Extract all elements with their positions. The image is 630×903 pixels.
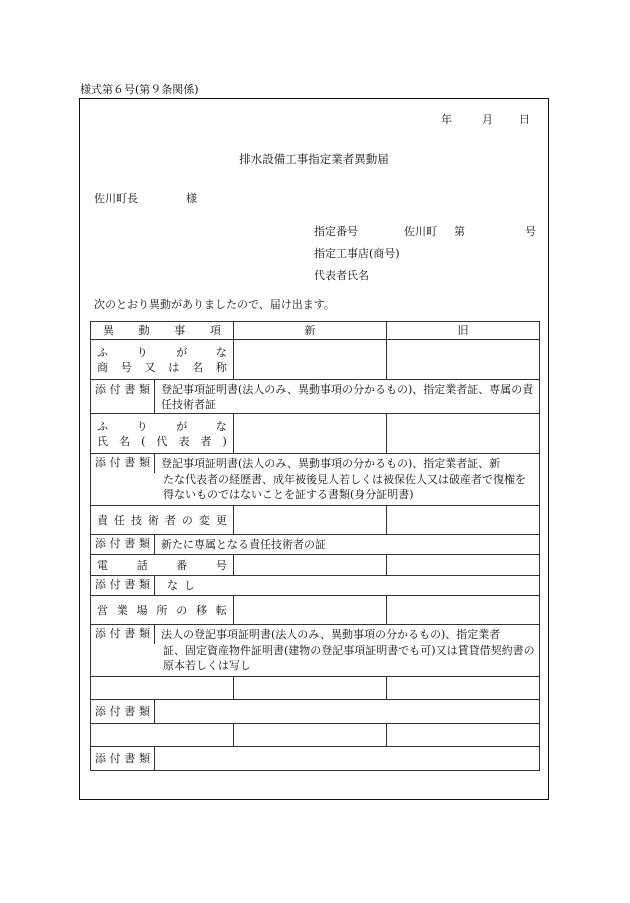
addressee-honorific: 様 bbox=[186, 192, 197, 205]
designation-town: 佐川町 bbox=[404, 225, 437, 238]
representative-label: 代表者氏名 bbox=[314, 269, 369, 282]
blank-new-cell-2[interactable] bbox=[233, 724, 386, 747]
blank-item-cell-1[interactable] bbox=[91, 677, 234, 700]
engineer-old-cell[interactable] bbox=[386, 506, 539, 535]
addressee bbox=[94, 190, 197, 206]
representative-old-cell[interactable] bbox=[386, 414, 539, 454]
form-frame bbox=[79, 98, 549, 800]
phone-attachment-text: なし bbox=[167, 579, 201, 592]
trade-name-old-cell[interactable] bbox=[386, 340, 539, 380]
engineer-new-cell[interactable] bbox=[233, 506, 386, 535]
applicant-block bbox=[314, 223, 536, 289]
representative-attachment-line1: 登記事項証明書(法人のみ、異動事項の分かるもの)、指定業者証、新 bbox=[161, 457, 501, 470]
table-row bbox=[91, 677, 540, 700]
phone-number-label: 電話番号 bbox=[91, 555, 234, 576]
table-row bbox=[91, 724, 540, 747]
attachment-label: 添付書類 bbox=[91, 380, 155, 413]
blank-old-cell-2[interactable] bbox=[386, 724, 539, 747]
attachment-label: 添付書類 bbox=[91, 454, 155, 473]
office-attachment-line1: 法人の登記事項証明書(法人のみ、異動事項の分かるもの)、指定業者 bbox=[161, 628, 501, 641]
designation-prefix: 第 bbox=[454, 225, 465, 238]
intro-text: 次のとおり異動がありましたので、届け出ます。 bbox=[94, 298, 335, 311]
attachment-label: 添付書類 bbox=[91, 625, 155, 644]
table-row bbox=[91, 700, 540, 724]
designation-label: 指定番号 bbox=[314, 225, 358, 238]
blank-old-cell-1[interactable] bbox=[386, 677, 539, 700]
header-old: 旧 bbox=[386, 322, 539, 340]
form-title: 排水設備工事指定業者異動届 bbox=[239, 152, 389, 166]
table-row bbox=[91, 596, 540, 625]
day-label: 日 bbox=[519, 113, 530, 126]
form-number: 様式第６号(第９条関係) bbox=[80, 83, 199, 96]
table-row bbox=[91, 555, 540, 576]
table-row bbox=[91, 625, 540, 677]
engineer-change-label: 責任技術者の変更 bbox=[91, 506, 234, 535]
table-row bbox=[91, 747, 540, 771]
attachment-label: 添付書類 bbox=[91, 576, 155, 595]
blank-attachment-cell-2[interactable] bbox=[155, 747, 539, 770]
attachment-label: 添付書類 bbox=[91, 700, 155, 723]
header-item: 異動事項 bbox=[91, 322, 234, 340]
representative-new-cell[interactable] bbox=[233, 414, 386, 454]
office-attachment-rest: 証、固定資産物件証明書(建物の登記事項証明書でも可)又は賃貸借契約書の原本若しくは写し bbox=[163, 644, 535, 672]
table-row bbox=[91, 535, 540, 555]
table-row bbox=[91, 414, 540, 454]
date-line bbox=[441, 111, 530, 127]
table-row bbox=[91, 380, 540, 414]
year-label: 年 bbox=[441, 113, 452, 126]
designation-row bbox=[314, 223, 536, 245]
change-table bbox=[90, 321, 540, 771]
attachment-label: 添付書類 bbox=[91, 535, 155, 554]
table-row bbox=[91, 506, 540, 535]
representative-name-label: ふりがな 氏名(代表者) bbox=[91, 414, 234, 454]
month-label: 月 bbox=[482, 113, 493, 126]
blank-item-cell-2[interactable] bbox=[91, 724, 234, 747]
trade-name-new-cell[interactable] bbox=[233, 340, 386, 380]
blank-attachment-cell-1[interactable] bbox=[155, 700, 539, 723]
representative-attachment-rest: たな代表者の経歴書、成年被後見人若しくは被保佐人又は破産者で復権を得ないものではないことを証する書類(身分証明書) bbox=[163, 473, 526, 501]
table-row bbox=[91, 340, 540, 380]
designation-suffix: 号 bbox=[525, 225, 536, 238]
shop-label: 指定工事店(商号) bbox=[314, 247, 400, 260]
engineer-attachment-text: 新たに専属となる責任技術者の証 bbox=[161, 538, 326, 551]
office-new-cell[interactable] bbox=[233, 596, 386, 625]
office-move-label: 営業場所の移転 bbox=[91, 596, 234, 625]
attachment-label: 添付書類 bbox=[91, 747, 155, 770]
table-row bbox=[91, 454, 540, 506]
table-row bbox=[91, 576, 540, 596]
trade-name-attachment-text: 登記事項証明書(法人のみ、異動事項の分かるもの)、指定業者証、専属の責任技術者証 bbox=[161, 383, 534, 411]
phone-old-cell[interactable] bbox=[386, 555, 539, 576]
header-new: 新 bbox=[233, 322, 386, 340]
blank-new-cell-1[interactable] bbox=[233, 677, 386, 700]
phone-new-cell[interactable] bbox=[233, 555, 386, 576]
office-old-cell[interactable] bbox=[386, 596, 539, 625]
header-row bbox=[91, 322, 540, 340]
addressee-name: 佐川町長 bbox=[94, 192, 138, 205]
trade-name-label: ふりがな 商号又は名称 bbox=[91, 340, 234, 380]
